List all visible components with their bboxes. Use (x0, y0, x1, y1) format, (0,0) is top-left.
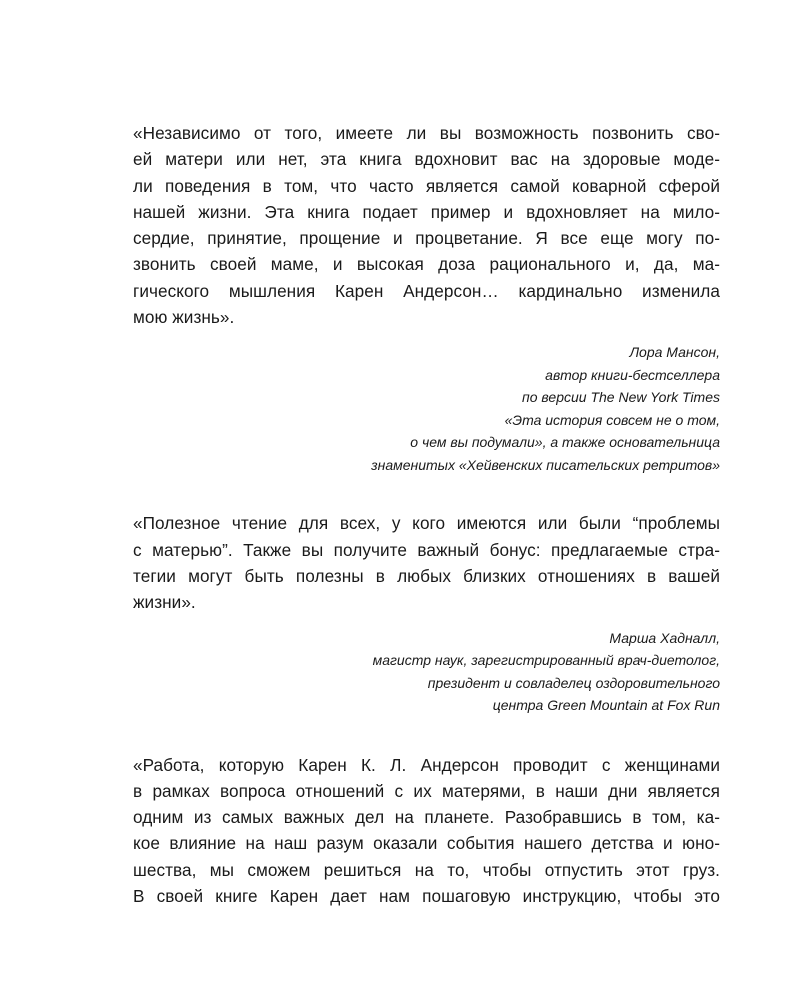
testimonial-quote-1 (133, 120, 720, 330)
quote-line: ли поведения в том, что часто является самой коварной сферой (133, 175, 720, 196)
testimonial-attribution-2 (133, 627, 720, 717)
attribution-line: «Эта история совсем не о том, (504, 411, 720, 428)
quote-line: звонить своей маме, и высокая доза рационального и, да, ма- (133, 254, 720, 275)
attribution-line: президент и совладелец оздоровительного (427, 674, 720, 691)
testimonial-quote-2 (133, 510, 720, 615)
attribution-line: автор книги-бестселлера (545, 366, 720, 383)
quote-line: одним из самых важных дел на планете. Разобравшись в том, ка- (133, 807, 720, 828)
quote-line: шества, мы сможем решиться на то, чтобы отпустить этот груз. (133, 859, 720, 880)
quote-line: «Полезное чтение для всех, у кого имеются или были “проблемы (133, 513, 720, 534)
testimonial-attribution-1 (133, 341, 720, 476)
quote-line: тегии могут быть полезны в любых близких отношениях в вашей (133, 565, 720, 586)
attribution-author: Марша Хадналл, (609, 629, 720, 646)
quote-line: ей матери или нет, эта книга вдохновит вас на здоровые моде- (133, 149, 720, 170)
quote-line: в рамках вопроса отношений с их матерями, в наши дни является (133, 780, 720, 801)
quote-line: гического мышления Карен Андерсон… кардинально изменила (133, 280, 720, 301)
quote-line: «Независимо от того, имеете ли вы возможность позвонить сво- (133, 123, 720, 143)
quote-line: «Работа, которую Карен К. Л. Андерсон проводит с женщинами (133, 754, 720, 775)
attribution-author: Лора Мансон, (629, 344, 720, 361)
attribution-line: знаменитых «Хейвенских писательских ретритов» (371, 456, 720, 473)
attribution-line: о чем вы подумали», а также основательница (410, 434, 720, 451)
quote-line: с матерью”. Также вы получите важный бонус: предлагаемые стра- (133, 539, 720, 560)
attribution-line: по версии The New York Times (522, 389, 720, 406)
attribution-line: центра Green Mountain at Fox Run (492, 697, 720, 714)
quote-line: кое влияние на наш разум оказали события нашего детства и юно- (133, 833, 720, 854)
quote-line: В своей книге Карен дает нам пошаговую инструкцию, чтобы это (133, 886, 720, 907)
attribution-line: магистр наук, зарегистрированный врач-диетолог, (372, 652, 720, 669)
quote-line: мою жизнь». (133, 307, 235, 328)
quote-line: жизни». (133, 592, 196, 613)
quote-line: сердие, принятие, прощение и процветание. Я все еще могу по- (133, 228, 720, 249)
testimonial-quote-3 (133, 752, 720, 910)
quote-line: нашей жизни. Эта книга подает пример и вдохновляет на мило- (133, 201, 720, 222)
book-page (133, 120, 720, 909)
